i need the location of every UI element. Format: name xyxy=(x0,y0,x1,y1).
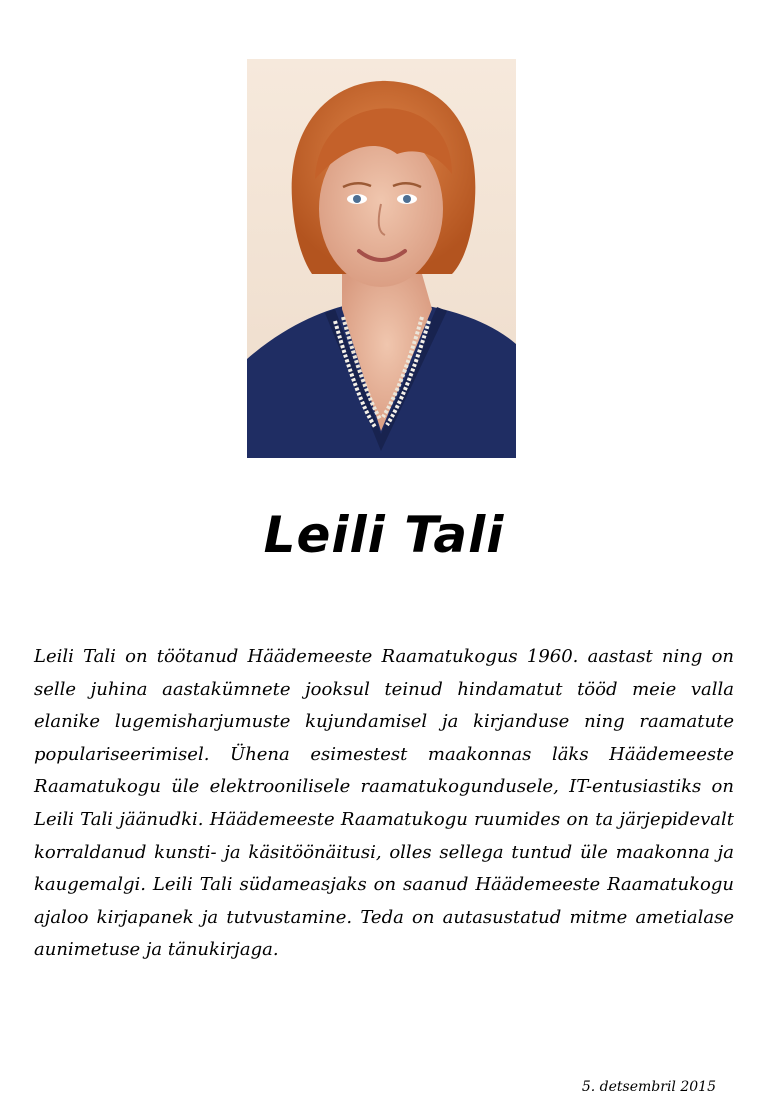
date-signature: 5. detsembril 2015 xyxy=(581,1079,716,1095)
portrait-illustration xyxy=(247,59,516,458)
portrait-photo xyxy=(247,59,516,458)
biography-paragraph: Leili Tali on töötanud Häädemeeste Raamatukogus 1960. aastast ning on selle juhina aastakümnete jooksul teinud hindamatut tööd meie valla elanike lugemisharjumuste kujundamisel ja kirjanduse ning raamatute populariseerimisel. Ühena esimestest maakonnas läks Häädemeeste Raamatukogu üle elektroonilisele raamatukogundusele, IT-entusiastiks on Leili Tali jäänudki. Häädemeeste Raamatukogu ruumides on ta järjepidevalt korraldanud kunsti- ja käsitöönäitusi, olles sellega tuntud üle maakonna ja kaugemalgi. Leili Tali südameasjaks on saanud Häädemeeste Raamatukogu ajaloo kirjapanek ja tutvustamine. Teda on autasustatud mitme ametialase aunimetuse ja tänukirjaga. xyxy=(34,646,734,961)
person-name-heading: Leili Tali xyxy=(263,506,505,564)
